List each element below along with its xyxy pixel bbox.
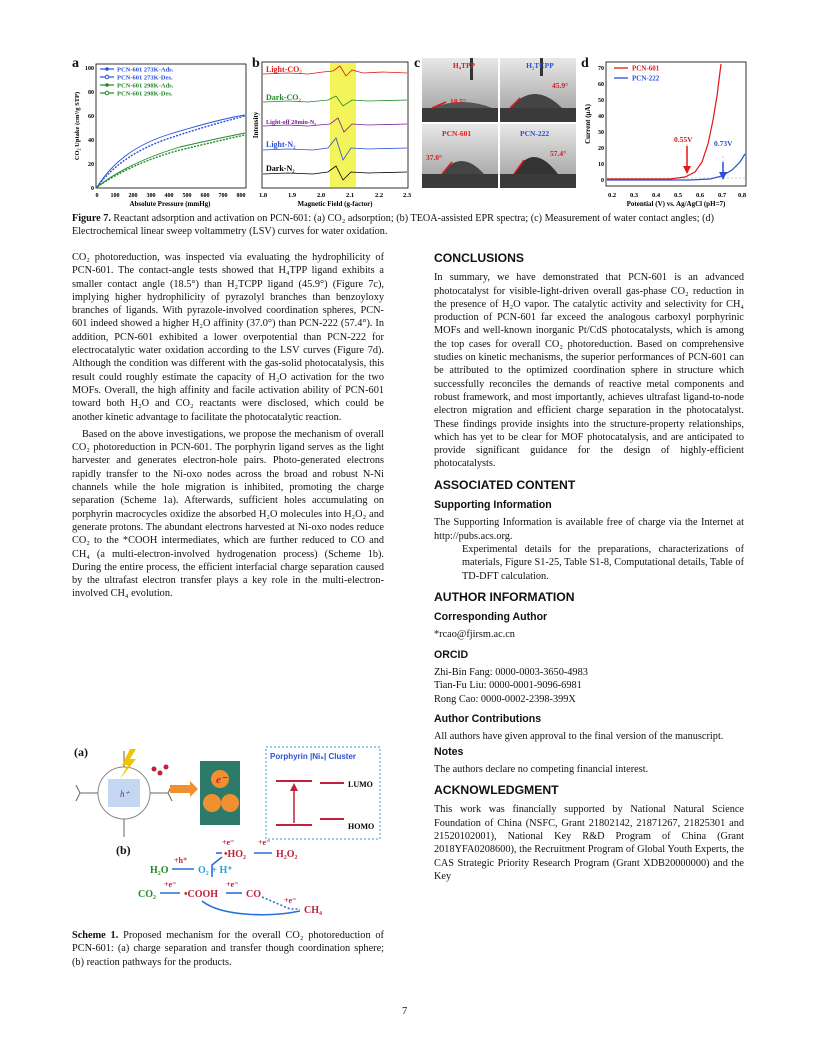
d-ytick: 10 <box>598 162 604 168</box>
a-ytick: 20 <box>88 162 94 168</box>
electron-marker: e⁻ <box>216 774 227 786</box>
corresponding-email: *rcao@fjirsm.ac.cn <box>434 629 515 641</box>
conclusions-text: In summary, we have demonstrated that PCN-601 is an advanced photocatalyst for visible-light-driven overall gas-phase CO₂ reduction in the presence of H₂O vapor. The catalytic activity and selectivity for CH₄ production of PCN-601 far exceed the analogous carboxyl porphyrinic MOFs and well-known inorganic Pt/CdS photocatalysts, which is among the top cases for overall CO₂ photoreduction. Based on comprehensive studies on kinetic mechanisms, the superior performances of PCN-601 can be attributed to the optimized coordination sphere in structure which successfully reconciles the demands of reactive metal components and robust framework, and most importantly, achieves ultrafast ligand-to-node electron migration and efficient charge separation in the photocatalyst. These findings provide insights into the structure-property relationships, which has yet to be clear for MOF photocatalysis, and are anticipated to provide significant guidance for the design of highly-efficient photocatalysts. <box>434 272 744 470</box>
species-o2h: O₂ + H⁺ <box>198 865 233 876</box>
panel-letter-c: c <box>414 56 421 71</box>
c-angle-3: 37.0° <box>426 153 443 162</box>
d-ytick: 0 <box>601 178 604 184</box>
scheme-1-caption-text: Proposed mechanism for the overall CO₂ photoreduction of PCN-601: (a) charge separation and transfer though coordination sphere; (b) reaction pathways for the products. <box>72 930 384 968</box>
b-trace-2: Dark-CO₂ <box>266 93 301 102</box>
a-xlabel: Absolute Pressure (mmHg) <box>129 200 211 208</box>
species-ho2: •HO₂ <box>224 849 247 860</box>
acknowledgment-heading: ACKNOWLEDGMENT <box>434 783 559 798</box>
b-xtick: 2.2 <box>374 192 384 199</box>
a-xtick: 600 <box>200 193 210 199</box>
b-xtick: 2.3 <box>402 192 412 199</box>
d-xtick: 0.7 <box>717 192 727 199</box>
scheme-1 <box>72 745 384 923</box>
panel-a-legend <box>100 67 174 98</box>
author-info-heading: AUTHOR INFORMATION <box>434 589 575 604</box>
a-xtick: 500 <box>182 193 192 199</box>
c-label-2: H₂TCPP <box>526 61 554 70</box>
figure-7 <box>70 58 750 218</box>
c-label-1: H₄TPP <box>452 61 476 70</box>
legend-d-1: PCN-601 <box>632 64 660 73</box>
panel-d-chart <box>580 58 750 210</box>
panel-letter-d: d <box>581 56 589 71</box>
figure-7-caption-label: Figure 7. <box>72 213 111 224</box>
supporting-info-heading: Supporting Information <box>434 499 552 512</box>
a-ytick: 40 <box>88 138 94 144</box>
a-xtick: 0 <box>95 193 99 199</box>
legend-a-4: PCN-601 298K-Des. <box>117 90 173 98</box>
panel-letter-a: a <box>72 56 79 71</box>
arrow-plus-e: +e⁻ <box>164 880 177 889</box>
acknowledgment-text: This work was financially supported by National Natural Science Foundation of China (NSFC, Grant 21802142, 21871267, 21825301 and 21520102001), National Key R&D Program of China (Grant 2018YFA0208600), the Recruitment Program of Global Youth Experts, the CAS Strategic Priority Research Program (Grant XDB20000000) and the Key <box>434 804 744 882</box>
notes-text: The authors declare no competing financial interest. <box>434 763 649 775</box>
b-trace-1: Light-CO₂ <box>266 65 302 74</box>
arrow-plus-e: +e⁻ <box>284 896 297 905</box>
b-xtick: 1.9 <box>287 192 297 199</box>
b-trace-5: Dark-N₂ <box>266 164 295 173</box>
arrow-plus-e: +e⁻ <box>226 880 239 889</box>
b-ylabel: Intensity <box>252 111 260 139</box>
page-number: 7 <box>402 1006 408 1017</box>
d-xtick: 0.2 <box>607 192 617 199</box>
d-annot-2: 0.73V <box>714 139 733 148</box>
c-label-3: PCN-601 <box>442 129 472 138</box>
a-ytick: 100 <box>85 66 94 72</box>
species-cooh: •COOH <box>184 889 219 900</box>
species-h2o: H₂O <box>150 865 169 876</box>
b-xlabel: Magnetic Field (g-factor) <box>297 200 373 208</box>
c-angle-4: 57.4° <box>550 149 567 158</box>
d-ylabel: Current (μA) <box>584 104 592 144</box>
transfer-arrow <box>170 781 198 797</box>
author-contributions-heading: Author Contributions <box>434 712 542 725</box>
scheme-1-caption <box>72 929 384 969</box>
right-column <box>434 252 744 887</box>
left-column <box>72 251 384 605</box>
left-para-1: CO₂ photoreduction, was inspected via evaluating the hydrophilicity of PCN-601. The contact-angle tests showed that H₄TPP ligand exhibits a smaller contact angle (18.5°) than H₂TCPP ligand (45.9°) (Figure 7c), implying higher hydrophilicity of pyrazolyl branches than benzoyloxy branches of ligands. With pyrazole-involved coordination spheres, PCN-601 indeed showed a higher H₂O affinity (37.0°) than PCN-222 (57.4°). In addition, PCN-601 exhibited a lower overpotential than PCN-222 for electrocatalytic water oxidation according to the LSV curves (Figure 7d). Although the condition was different with the gas-solid photocatalysis, this result could roughly estimate the capacity of H₂O activation for the two MOFs. Overall, the high affinity and facile activation ability of PCN-601 toward both H₂O and CO₂ reactants were disclosed, which could be another kinetic advantage to facilitate the photocatalytic reaction. <box>72 252 384 423</box>
energy-box-title: Porphyrin |Ni₈| Cluster <box>270 752 357 761</box>
arrow-plus-h: +h⁺ <box>174 856 188 865</box>
a-xtick: 100 <box>110 193 120 199</box>
scheme-graphic <box>72 745 384 923</box>
d-annot-1: 0.55V <box>674 135 693 144</box>
a-ytick: 60 <box>88 114 94 120</box>
homo-label: HOMO <box>348 822 375 831</box>
orcid-entry: Zhi-Bin Fang: 0000-0003-3650-4983 <box>434 667 588 679</box>
scheme-label-b: (b) <box>116 843 131 857</box>
left-para-2: Based on the above investigations, we propose the mechanism of overall CO₂ photoreduction in PCN-601. The porphyrin ligand serves as the light harvester and generates electron-hole pairs. Photo-generated electrons rapidly transfer to the Ni-oxo nodes across the broad and robust N-Ni channels while the hole migration is inhibited, promoting the charge separation (Scheme 1a). Afterwards, sufficient holes accumulating on porphyrin macrocycles oxidize the absorbed H₂O molecules into H₂O₂ and generate protons. The abundant electrons harvested at Ni-oxo nodes reduce CO₂ to the *COOH intermediates, which are further reduced to CO and CH₄ (a multi-electron-involved hydrogenation process) (Scheme 1b). During the entire process, the efficient interfacial charge separation caused by the ultrafast electron transfer plays a key role in the multi-electron-involved CH₄ evolution. <box>72 428 384 600</box>
d-ytick: 50 <box>598 98 604 104</box>
panel-b-chart <box>248 58 413 210</box>
d-xtick: 0.4 <box>651 192 661 199</box>
a-ytick: 80 <box>88 90 94 96</box>
b-xtick: 1.8 <box>258 192 268 199</box>
panel-letter-b: b <box>252 56 260 71</box>
d-xtick: 0.8 <box>737 192 747 199</box>
c-angle-1: 18.5° <box>450 97 467 106</box>
a-ylabel: CO₂ Uptake (cm³/g STP) <box>74 91 81 161</box>
scheme-1-caption-label: Scheme 1. <box>72 930 119 941</box>
b-trace-4: Light-N₂ <box>266 140 296 149</box>
conclusions-heading: CONCLUSIONS <box>434 251 525 265</box>
figure-7-caption-text: Reactant adsorption and activation on PCN-601: (a) CO₂ adsorption; (b) TEOA-assisted EPR spectra; (c) Measurement of water contact angles; (d) Electrochemical linear sweep voltammetry (LSV) curves for water oxidation. <box>72 213 715 237</box>
b-xtick: 2.1 <box>345 192 355 199</box>
b-xtick: 2.0 <box>316 192 326 199</box>
orcid-heading: ORCID <box>434 648 469 661</box>
orcid-entry: Rong Cao: 0000-0002-2398-399X <box>434 693 576 705</box>
supporting-info-text: The Supporting Information is available free of charge via the Internet at http://pubs.acs.org. <box>434 517 744 542</box>
orcid-entry: Tian-Fu Liu: 0000-0001-9096-6981 <box>434 680 582 692</box>
author-contributions-text: All authors have given approval to the final version of the manuscript. <box>434 731 724 743</box>
b-trace-3: Light-off 20min-N₂ <box>266 119 317 126</box>
d-xtick: 0.6 <box>695 192 705 199</box>
a-xtick: 700 <box>218 193 228 199</box>
notes-heading: Notes <box>434 745 464 758</box>
c-label-4: PCN-222 <box>520 129 550 138</box>
species-co2: CO₂ <box>138 889 156 900</box>
species-h2o2: H₂O₂ <box>276 849 298 860</box>
corresponding-author-heading: Corresponding Author <box>434 611 548 624</box>
panel-d-legend <box>614 65 660 83</box>
d-xlabel: Potential (V) vs. Ag/AgCl (pH=7) <box>626 200 726 208</box>
species-co: CO <box>246 889 261 900</box>
legend-a-1: PCN-601 273K-Ads. <box>117 66 174 74</box>
arrow-plus-e: +e⁻ <box>222 838 235 847</box>
species-ch4: CH₄ <box>304 905 322 916</box>
d-xtick: 0.5 <box>673 192 683 199</box>
a-xtick: 800 <box>236 193 246 199</box>
d-ytick: 20 <box>598 146 604 152</box>
d-ytick: 30 <box>598 130 604 136</box>
d-ytick: 70 <box>598 66 604 72</box>
c-angle-2: 45.9° <box>552 81 569 90</box>
panel-a-chart <box>70 58 250 210</box>
a-xtick: 200 <box>128 193 138 199</box>
d-ytick: 60 <box>598 82 604 88</box>
light-icon <box>120 749 136 779</box>
arrow-plus-e: +e⁻ <box>258 838 271 847</box>
legend-a-2: PCN-601 273K-Des. <box>117 74 173 82</box>
legend-d-2: PCN-222 <box>632 74 660 83</box>
figure-7-caption <box>72 213 748 238</box>
hole-marker: h⁺ <box>120 789 130 799</box>
a-xtick: 400 <box>164 193 174 199</box>
panel-c-photos <box>422 58 578 190</box>
supporting-info-list: Experimental details for the preparations, characterizations of materials, Figure S1-25, Table S1-8, Computational details, Table of TD-DFT calculation. <box>462 543 744 582</box>
a-ytick: 0 <box>91 186 94 192</box>
a-xtick: 300 <box>146 193 156 199</box>
scheme-label-a: (a) <box>74 745 88 759</box>
d-xtick: 0.3 <box>629 192 639 199</box>
d-ytick: 40 <box>598 114 604 120</box>
legend-a-3: PCN-601 298K-Ads. <box>117 82 174 90</box>
associated-content-heading: ASSOCIATED CONTENT <box>434 477 576 492</box>
lumo-label: LUMO <box>348 780 373 789</box>
